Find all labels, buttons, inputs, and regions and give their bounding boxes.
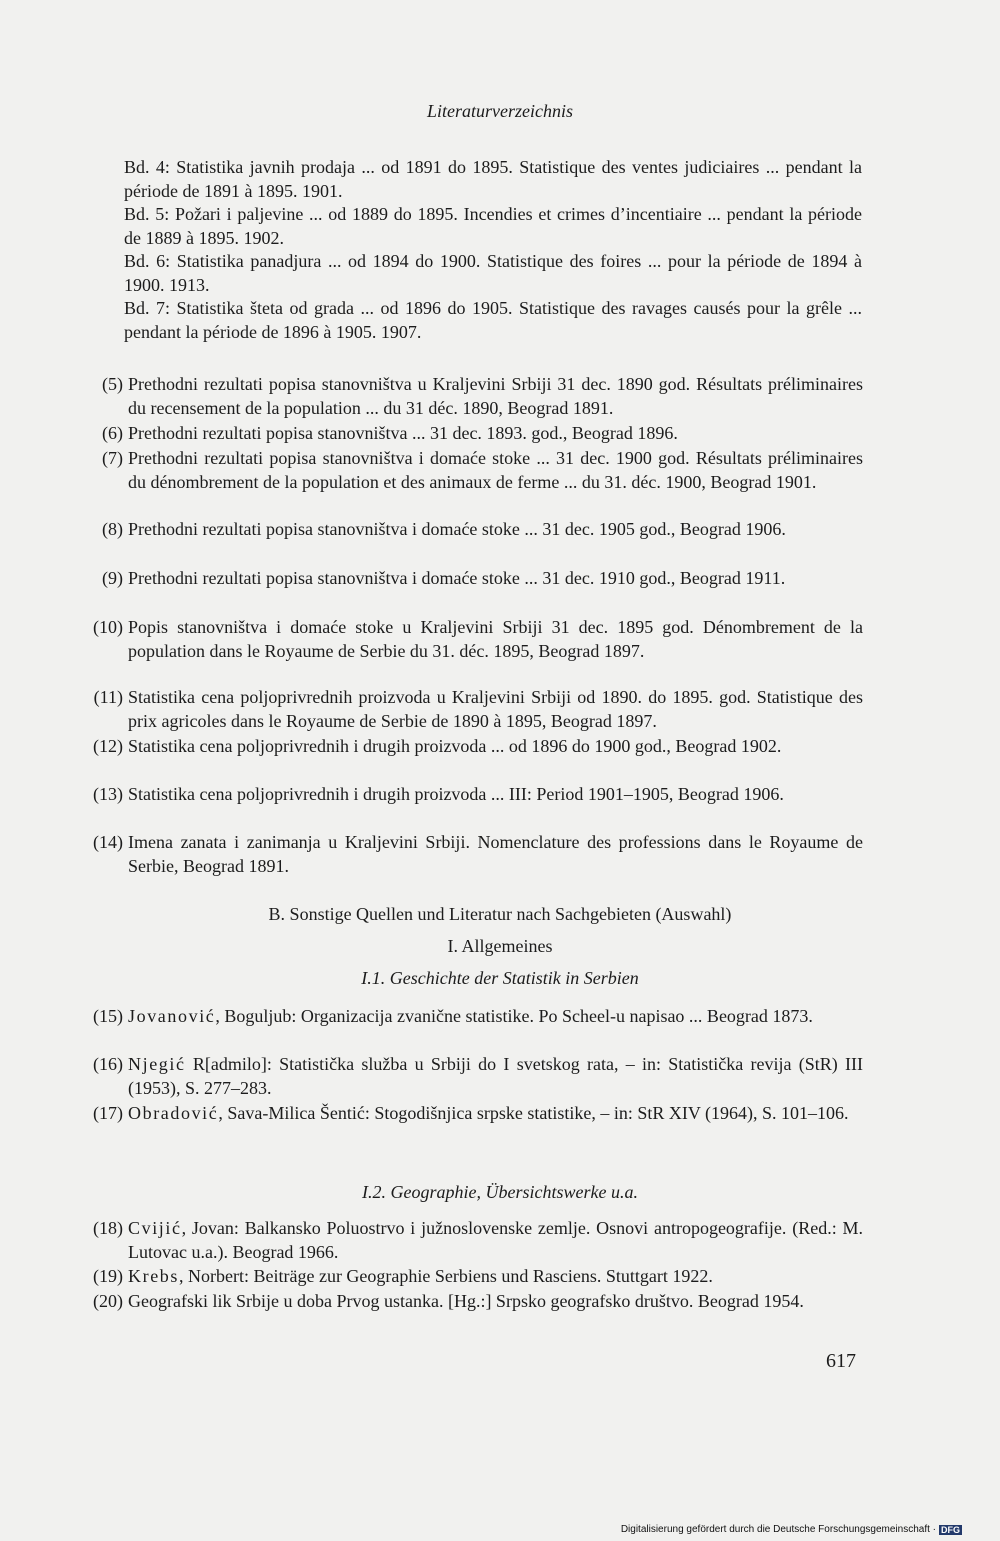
entry-number: (17) (93, 1103, 123, 1123)
entry-body: , Boguljub: Organizacija zvanične statistike. Po Scheel-u napisao ... Beograd 1873. (215, 1006, 813, 1026)
running-header: Literaturverzeichnis (427, 101, 573, 121)
bibliography-entry (85, 830, 863, 878)
entry-text: Statistika cena poljoprivrednih proizvoda u Kraljevini Srbiji od 1890. do 1895. god. Statistique des prix agricoles dans le Royaume de Serbie de 1890 à 1895, Beograd 1897. (128, 687, 863, 731)
continuation-line: Bd. 4: Statistika javnih prodaja ... od 1891 do 1895. Statistique des ventes judiciaires ... pendant la période de 1891 à 1895. 1901. (124, 157, 862, 201)
page-number: 617 (826, 1350, 856, 1372)
entry-text: Prethodni rezultati popisa stanovništva i domaće stoke ... 31 dec. 1910 god., Beograd 1911. (128, 568, 786, 588)
bibliography-entry (85, 1052, 863, 1100)
dfg-logo: DFG (941, 1524, 960, 1535)
bibliography-entry (85, 421, 863, 445)
entry-author: Obradović (128, 1103, 219, 1123)
entry-text: Popis stanovništva i domaće stoke u Kraljevini Srbiji 31 dec. 1895 god. Dénombrement de la population dans le Royaume de Serbie du 31. déc. 1895, Beograd 1897. (128, 617, 863, 661)
bibliography-entry (85, 1289, 863, 1313)
digitization-footer (621, 1524, 962, 1535)
entry-number: (16) (93, 1054, 123, 1074)
continuation-line: Bd. 5: Požari i paljevine ... od 1889 do 1895. Incendies et crimes d’incentiaire ... pendant la période de 1889 à 1895. 1902. (124, 204, 862, 248)
footer-text: Digitalisierung gefördert durch die Deutsche Forschungsgemeinschaft · (620, 1524, 936, 1535)
entry-text: Statistika cena poljoprivrednih i drugih proizvoda ... od 1896 do 1900 god., Beograd 1902. (128, 736, 782, 756)
bibliography-entry (85, 685, 863, 733)
entry-text: Prethodni rezultati popisa stanovništva u Kraljevini Srbiji 31 dec. 1890 god. Résultats préliminaires du recensement de la population ... du 31 déc. 1890, Beograd 1891. (128, 374, 863, 418)
subsubsection-heading: I.1. Geschichte der Statistik in Serbien (361, 968, 639, 988)
entry-body: , Sava-Milica Šentić: Stogodišnjica srpske statistike, – in: StR XIV (1964), S. 101–106. (218, 1103, 849, 1123)
bibliography-entry (85, 1101, 863, 1125)
entry-body: R[admilo]: Statistička služba u Srbiji do I svetskog rata, – in: Statistička revija (StR) III (1953), S. 277–283. (128, 1054, 863, 1098)
continuation-line: Bd. 6: Statistika panadjura ... od 1894 do 1900. Statistique des foires ... pour la période de 1894 à 1900. 1913. (124, 251, 862, 295)
entry-number: (14) (93, 832, 123, 852)
bibliography-entry (85, 782, 863, 806)
entry-text: Prethodni rezultati popisa stanovništva ... 31 dec. 1893. god., Beograd 1896. (128, 423, 678, 443)
entry-text (128, 1216, 863, 1264)
entry-number: (19) (93, 1266, 123, 1286)
bibliography-entry (85, 446, 863, 494)
entry-number: (7) (102, 448, 123, 468)
entry-number: (15) (93, 1006, 123, 1026)
entry-text (128, 1289, 863, 1313)
entry-author: Jovanović (128, 1006, 216, 1026)
entry-text (128, 1052, 863, 1100)
entry-text: Prethodni rezultati popisa stanovništva i domaće stoke ... 31 dec. 1905 god., Beograd 1906. (128, 519, 786, 539)
entry-number: (6) (102, 423, 123, 443)
entry-text: Prethodni rezultati popisa stanovništva i domaće stoke ... 31 dec. 1900 god. Résultats préliminaires du dénombrement de la population et des animaux de ferme ... du 31. déc. 1900, Beograd 1901. (128, 448, 863, 492)
entry-number: (18) (93, 1218, 123, 1238)
entry-author: Njegić (128, 1054, 186, 1074)
entry-author: Krebs (128, 1266, 179, 1286)
entry-text: Statistika cena poljoprivrednih i drugih proizvoda ... III: Period 1901–1905, Beograd 1906. (128, 784, 784, 804)
continuation-line: Bd. 7: Statistika šteta od grada ... od 1896 do 1905. Statistique des ravages causés pour la grêle ... pendant la période de 1896 à 1905. 1907. (124, 298, 862, 342)
bibliography-entry (85, 566, 863, 590)
entry-number: (13) (93, 784, 123, 804)
entry-text (128, 1004, 863, 1028)
entry-number: (20) (93, 1291, 123, 1311)
bibliography-entry (85, 1264, 863, 1288)
continuation-block (124, 156, 862, 344)
bibliography-entry (85, 517, 863, 541)
bibliography-entry (85, 615, 863, 663)
entry-number: (9) (102, 568, 123, 588)
bibliography-entry (85, 1004, 863, 1028)
subsection-heading: I. Allgemeines (447, 936, 553, 956)
subsubsection-heading: I.2. Geographie, Übersichtswerke u.a. (362, 1182, 638, 1202)
entry-body: , Norbert: Beiträge zur Geographie Serbiens und Rasciens. Stuttgart 1922. (179, 1266, 713, 1286)
entry-text (128, 1101, 863, 1125)
entry-text: Imena zanata i zanimanja u Kraljevini Srbiji. Nomenclature des professions dans le Royaume de Serbie, Beograd 1891. (128, 832, 863, 876)
bibliography-entry (85, 1216, 863, 1264)
entry-body: Geografski lik Srbije u doba Prvog ustanka. [Hg.:] Srpsko geografsko društvo. Beograd 1954. (128, 1291, 804, 1311)
bibliography-entry (85, 372, 863, 420)
entry-body: , Jovan: Balkansko Poluostrvo i južnoslovenske zemlje. Osnovi antropogeografije. (Red.: M. Lutovac u.a.). Beograd 1966. (128, 1218, 863, 1262)
entry-number: (8) (102, 519, 123, 539)
section-heading: B. Sonstige Quellen und Literatur nach Sachgebieten (Auswahl) (268, 904, 732, 924)
bibliography-entry (85, 734, 863, 758)
entry-number: (10) (93, 617, 123, 637)
entry-text (128, 1264, 863, 1288)
entry-author: Cvijić (128, 1218, 182, 1238)
entry-number: (12) (93, 736, 123, 756)
entry-number: (11) (93, 687, 123, 707)
entry-number: (5) (102, 374, 123, 394)
